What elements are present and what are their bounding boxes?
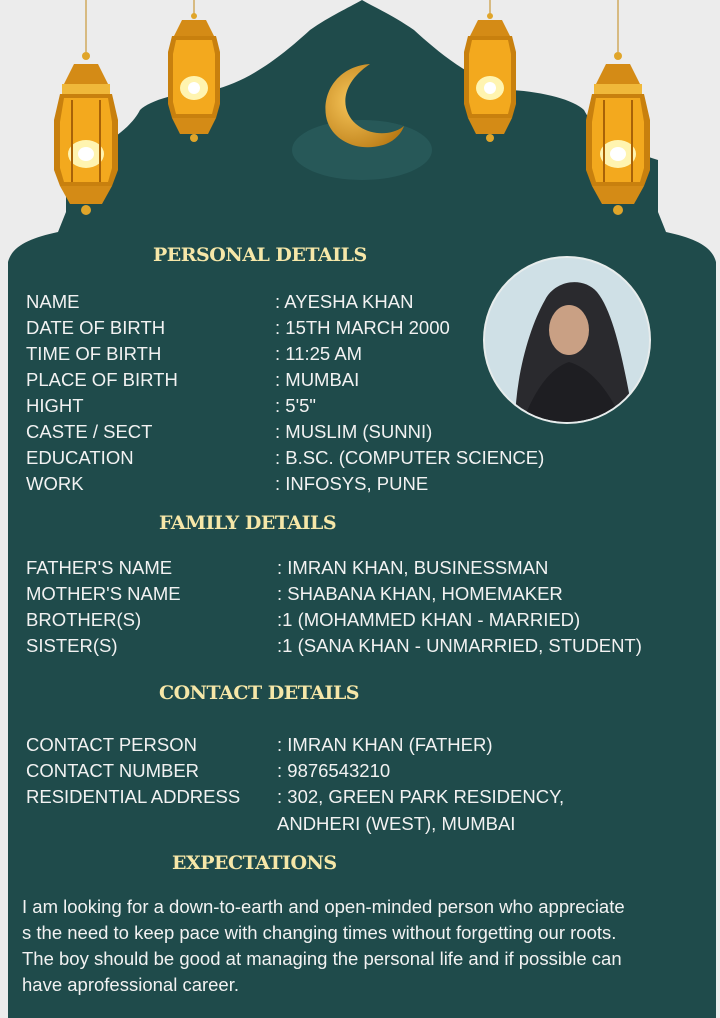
detail-value: :1 (SANA KHAN - UNMARRIED, STUDENT) [277,635,642,656]
lantern-icon [166,0,222,142]
detail-row [26,733,706,757]
detail-label: SISTER(S) [26,635,118,656]
family-details-heading: FAMILY DETAILS [159,512,337,534]
detail-row [26,290,706,314]
detail-label: TIME OF BIRTH [26,343,162,364]
lantern-icon [584,0,652,220]
detail-row [26,316,706,340]
lantern-icon [52,0,120,220]
detail-value: : INFOSYS, PUNE [275,473,429,494]
expectations-paragraph [22,894,702,998]
detail-value: : IMRAN KHAN (FATHER) [277,734,493,755]
detail-value: : IMRAN KHAN, BUSINESSMAN [277,557,549,578]
detail-row [26,556,706,580]
detail-row [26,634,706,658]
detail-label: HIGHT [26,395,84,416]
detail-row [26,582,706,606]
detail-value: : MUSLIM (SUNNI) [275,421,433,442]
detail-label: MOTHER'S NAME [26,583,181,604]
detail-value: : 15TH MARCH 2000 [275,317,450,338]
detail-row [26,420,706,444]
detail-row [26,472,706,496]
detail-value: : SHABANA KHAN, HOMEMAKER [277,583,563,604]
detail-row [26,446,706,470]
detail-value: : 9876543210 [277,760,391,781]
expectations-line: s the need to keep pace with changing times without forgetting our roots. [22,922,617,943]
detail-value: : 11:25 AM [275,343,363,364]
expectations-line: The boy should be good at managing the personal life and if possible can [22,948,622,969]
detail-value: ANDHERI (WEST), MUMBAI [277,813,516,834]
detail-label: CASTE / SECT [26,421,153,442]
detail-value: : 5'5" [275,395,316,416]
detail-row [26,785,706,809]
detail-row [26,342,706,366]
detail-label: FATHER'S NAME [26,557,173,578]
detail-value: : B.SC. (COMPUTER SCIENCE) [275,447,545,468]
detail-label: EDUCATION [26,447,134,468]
expectations-line: I am looking for a down-to-earth and open-minded person who appreciate [22,896,625,917]
detail-label: CONTACT PERSON [26,734,197,755]
detail-row [26,812,706,836]
detail-value: : 302, GREEN PARK RESIDENCY, [277,786,565,807]
detail-row [26,759,706,783]
detail-value: : AYESHA KHAN [275,291,414,312]
detail-label: BROTHER(S) [26,609,142,630]
detail-row [26,368,706,392]
personal-details-heading: PERSONAL DETAILS [153,244,367,266]
expectations-line: have aprofessional career. [22,974,239,995]
detail-label: RESIDENTIAL ADDRESS [26,786,241,807]
contact-details-heading: CONTACT DETAILS [159,682,360,704]
detail-row [26,608,706,632]
detail-label: DATE OF BIRTH [26,317,166,338]
detail-label: NAME [26,291,80,312]
detail-value: :1 (MOHAMMED KHAN - MARRIED) [277,609,581,630]
detail-label: WORK [26,473,84,494]
detail-row [26,394,706,418]
lantern-icon [462,0,518,142]
detail-value: : MUMBAI [275,369,360,390]
expectations-heading: EXPECTATIONS [172,852,337,874]
detail-label: CONTACT NUMBER [26,760,200,781]
crescent-moon-icon [300,50,420,160]
detail-label: PLACE OF BIRTH [26,369,178,390]
